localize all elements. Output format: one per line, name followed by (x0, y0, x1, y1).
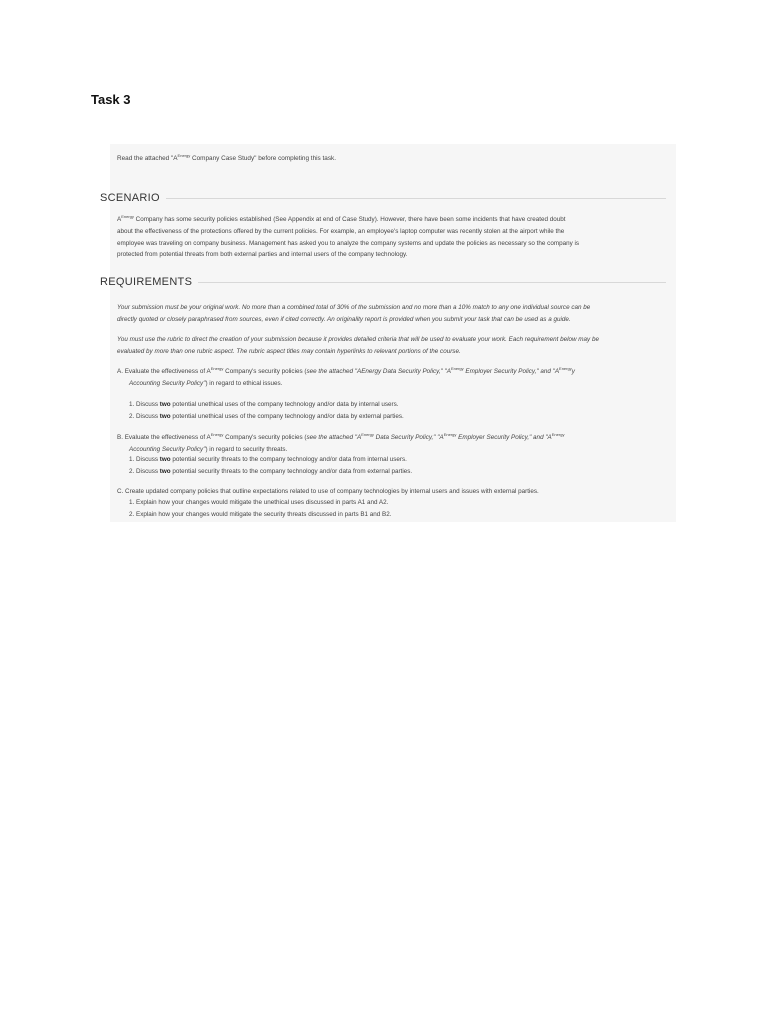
intro-pre: Read the attached "A (117, 155, 178, 162)
intro-post: Company Case Study" before completing this task. (190, 155, 337, 162)
item-bold: two (159, 467, 171, 475)
item-rest: potential security threats to the company technology and/or data from external parties. (170, 467, 413, 475)
req-a-sup3: Energy (559, 365, 572, 371)
scenario-heading (100, 192, 666, 204)
scenario-sup: Energy (121, 213, 134, 219)
req-b-cont-italic: Accounting Security Policy" (129, 445, 206, 453)
req-b-sup4: Energy (551, 431, 565, 437)
scenario-rule (166, 198, 666, 199)
req-a-cont-italic: Accounting Security Policy" (129, 379, 206, 387)
req-a-cont-post: ) in regard to ethical issues. (205, 379, 283, 387)
req-a-pre: A. Evaluate the effectiveness of A (117, 368, 211, 375)
scenario-line1: Company has some security policies established (See Appendix at end of Case Study). However, there have been some incidents that have created doubt (133, 216, 566, 223)
req-b-pre: B. Evaluate the effectiveness of A (117, 434, 211, 441)
scenario-heading-text: SCENARIO (100, 192, 160, 204)
requirement-c-list (129, 497, 639, 520)
list-item (129, 454, 639, 466)
req-a-cont (117, 378, 642, 390)
req-c-text: C. Create updated company policies that outline expectations related to use of company technologies by internal users and issues with external parties. (117, 488, 539, 495)
req-b-italic2: Data Security Policy," "A (373, 434, 444, 441)
scenario-line4: protected from potential threats from both external parties and internal users of the company technology. (117, 251, 408, 259)
scenario-paragraph (117, 214, 642, 261)
req-a-italic3: y (571, 368, 575, 375)
requirement-a (117, 366, 642, 390)
req-a-mid: Company's security policies ( (223, 368, 307, 375)
item-bold: two (159, 412, 171, 420)
req-a-italic1: see the attached "AEnergy Data Security Policy," "A (306, 368, 451, 375)
originality-paragraph (117, 302, 642, 326)
item-bold: two (159, 456, 171, 463)
req-b-sup3: Energy (443, 431, 457, 437)
para2-line2: evaluated by more than one rubric aspect. The rubric aspect titles may contain hyperlinks to relevant portions of the course. (117, 347, 461, 355)
requirements-rule (198, 282, 666, 283)
list-item (129, 399, 639, 411)
item-rest: potential unethical uses of the company technology and/or data by internal users. (170, 401, 399, 408)
rubric-paragraph (117, 334, 642, 358)
requirements-heading (100, 276, 666, 288)
req-b-italic3: Employer Security Policy," and "A (456, 434, 552, 441)
requirements-heading-text: REQUIREMENTS (100, 276, 193, 288)
item-num: 2. Discuss (129, 467, 160, 475)
req-a-italic2: Employer Security Policy," and "A (463, 368, 560, 375)
intro-sup: Energy (177, 152, 191, 158)
requirement-a-list (129, 399, 639, 422)
para1-line1: Your submission must be your original work. No more than a combined total of 30% of the submission and no more than a 10% match to any one individual source can be (117, 304, 591, 311)
req-b-sup: Energy (210, 431, 224, 437)
item-rest: potential unethical uses of the company technology and/or data by external parties. (170, 412, 404, 420)
para1-line2: directly quoted or closely paraphrased from sources, even if cited correctly. An originality report is provided when you submit your task that can be used as a guide. (117, 315, 571, 323)
requirement-b (117, 432, 642, 456)
scenario-line2: about the effectiveness of the protections offered by the current policies. For example, an employee's laptop computer was recently stolen at the airport while the (117, 227, 565, 235)
scenario-a: A (117, 216, 122, 223)
req-a-sup: Energy (210, 365, 224, 371)
item-rest: potential security threats to the company technology and/or data from internal users. (170, 456, 407, 463)
req-a-sup2: Energy (450, 365, 464, 371)
list-item (129, 466, 639, 478)
item-num: 1. Discuss (129, 401, 160, 408)
list-item: 2. Explain how your changes would mitigate the security threats discussed in parts B1 and B2. (129, 510, 392, 518)
req-b-cont-post: ) in regard to security threats. (205, 445, 288, 453)
req-b-mid: Company's security policies ( (223, 434, 307, 441)
requirement-b-list (129, 454, 639, 477)
intro-line (117, 152, 657, 162)
para2-line1: You must use the rubric to direct the creation of your submission because it provides detailed criteria that will be used to evaluate your work. Each requirement below may be (117, 336, 599, 343)
req-b-sup2: Energy (361, 431, 374, 437)
list-item: 1. Explain how your changes would mitigate the unethical uses discussed in parts A1 and A2. (129, 499, 389, 506)
req-b-italic1: see the attached "A (306, 434, 362, 441)
task-title: Task 3 (91, 92, 131, 107)
scenario-line3: employee was traveling on company business. Management has asked you to analyze the company systems and update the policies as necessary so the company is (117, 239, 580, 247)
item-num: 2. Discuss (129, 412, 160, 420)
list-item (129, 411, 639, 423)
item-bold: two (159, 401, 171, 408)
item-num: 1. Discuss (129, 456, 160, 463)
